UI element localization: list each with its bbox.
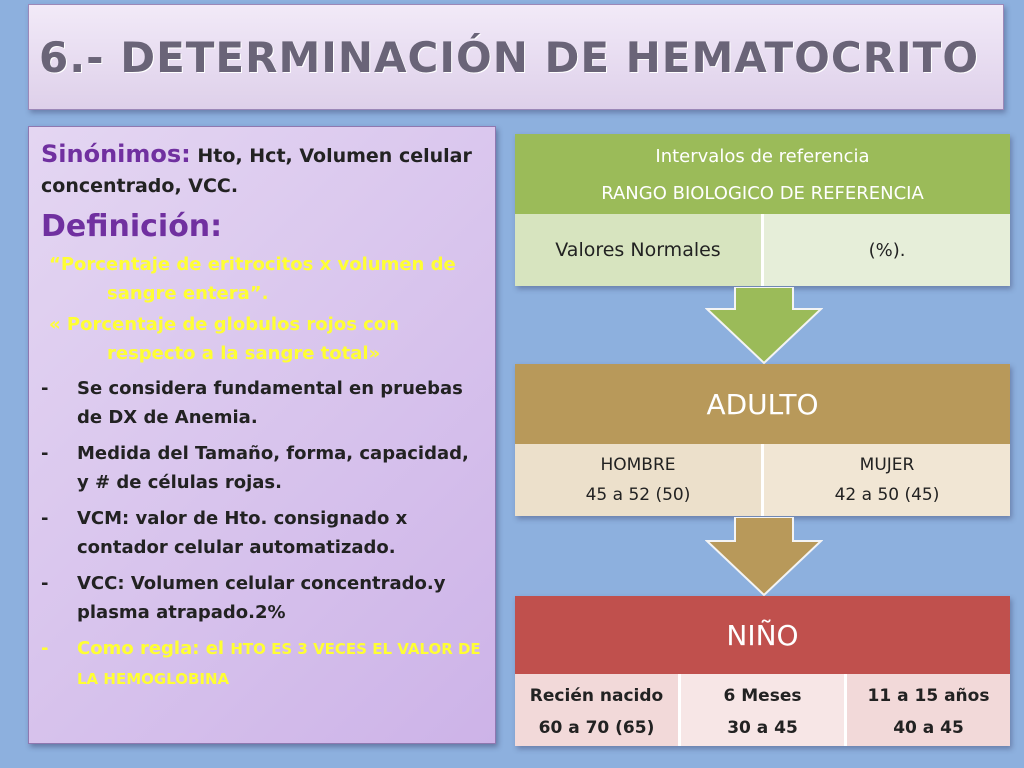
synonyms-line — [41, 139, 483, 201]
man-cell — [515, 444, 764, 516]
rule-part-1: Como regla: el — [77, 638, 225, 659]
synonyms-value-1: Hto, Hct, Volumen celular — [197, 145, 472, 167]
dash-marker: - — [41, 508, 49, 529]
rule-item — [41, 634, 483, 694]
six-months-label: 6 Meses — [723, 686, 802, 706]
quote-1 — [41, 250, 483, 308]
reference-line-2: RANGO BIOLOGICO DE REFERENCIA — [601, 183, 924, 204]
woman-label: MUJER — [859, 455, 915, 475]
adult-card — [515, 364, 1010, 516]
teen-value: 40 a 45 — [893, 718, 964, 738]
dash-marker: - — [41, 443, 49, 464]
list-item — [41, 569, 483, 627]
woman-cell — [764, 444, 1010, 516]
six-months-value: 30 a 45 — [727, 718, 798, 738]
woman-value: 42 a 50 (45) — [834, 485, 940, 505]
reference-row — [515, 214, 1010, 286]
unit-label: (%). — [764, 214, 1010, 286]
newborn-value: 60 a 70 (65) — [538, 718, 655, 738]
teen-cell — [847, 674, 1010, 746]
down-arrow-icon — [705, 287, 823, 365]
dash-marker: - — [41, 638, 49, 659]
rule-part-2: HTO ES 3 VECES EL VALOR DE LA HEMOGLOBINA — [77, 640, 481, 688]
list-item-text: VCM: valor de Hto. consignado x contador celular automatizado. — [77, 508, 408, 558]
six-months-cell — [678, 674, 847, 746]
newborn-cell — [515, 674, 678, 746]
quote-1-line-2: sangre entera”. — [107, 283, 269, 304]
teen-label: 11 a 15 años — [867, 686, 990, 706]
list-item-text: Se considera fundamental en pruebas de DX de Anemia. — [77, 378, 463, 428]
child-title: NIÑO — [515, 596, 1010, 674]
quote-1-line-1: “Porcentaje de eritrocitos x volumen de — [49, 254, 456, 275]
list-item — [41, 439, 483, 497]
child-row — [515, 674, 1010, 746]
dash-marker: - — [41, 573, 49, 594]
down-arrow-icon — [705, 517, 823, 597]
list-item — [41, 374, 483, 432]
man-label: HOMBRE — [600, 455, 676, 475]
synonyms-value-2: concentrado, VCC. — [41, 175, 239, 197]
title-banner — [28, 4, 1004, 110]
dash-marker: - — [41, 378, 49, 399]
reference-card — [515, 134, 1010, 286]
list-item — [41, 504, 483, 562]
bullet-list — [41, 374, 483, 694]
normal-values-label: Valores Normales — [515, 214, 764, 286]
quote-2 — [41, 310, 483, 368]
child-card — [515, 596, 1010, 746]
slide-title: 6.- DETERMINACIÓN DE HEMATOCRITO — [39, 33, 980, 82]
quote-2-line-1: « Porcentaje de globulos rojos con — [49, 314, 400, 335]
newborn-label: Recién nacido — [529, 686, 664, 706]
reference-header — [515, 134, 1010, 214]
adult-title: ADULTO — [515, 364, 1010, 444]
reference-line-1: Intervalos de referencia — [655, 146, 870, 167]
list-item-text: Medida del Tamaño, forma, capacidad, y # de células rojas. — [77, 443, 469, 493]
synonyms-label: Sinónimos: — [41, 140, 191, 168]
definitions-panel — [28, 126, 496, 744]
definition-label: Definición: — [41, 209, 223, 244]
list-item-text: VCC: Volumen celular concentrado.y plasma atrapado.2% — [77, 573, 446, 623]
man-value: 45 a 52 (50) — [585, 485, 691, 505]
adult-row — [515, 444, 1010, 516]
quote-2-line-2: respecto a la sangre total» — [107, 343, 381, 364]
